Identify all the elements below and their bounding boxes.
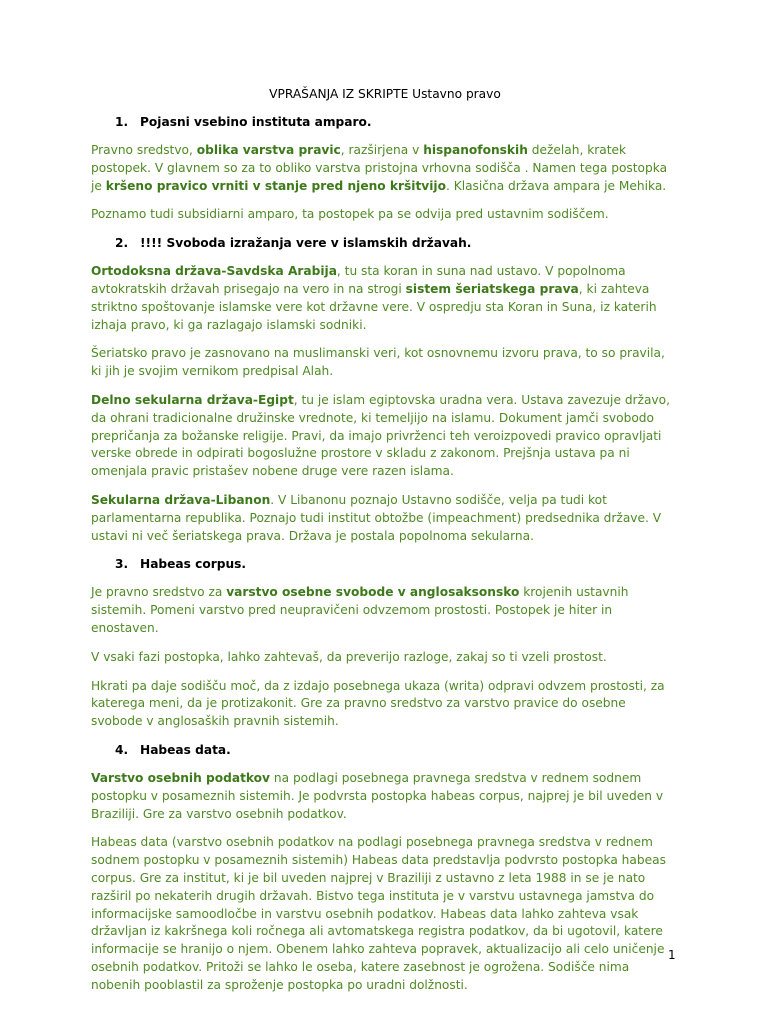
section-heading-text: Habeas corpus.	[140, 557, 247, 572]
bold-term: Ortodoksna država-Savdska Arabija	[91, 264, 337, 279]
page-number: 1	[668, 948, 676, 962]
bold-term: Sekularna država-Libanon	[91, 492, 271, 507]
section-heading	[91, 235, 679, 252]
bold-term: varstvo osebne svobode v anglosaksonsko	[226, 585, 520, 600]
paragraph: Varstvo osebnih podatkov na podlagi posebnega pravnega sredstva v rednem sodnem postopku v posameznih sistemih. Je podvrsta postopka habeas corpus, najprej je bil uveden v Braziliji. Gre za varstvo osebnih podatkov.	[91, 770, 664, 821]
paragraph: Habeas data (varstvo osebnih podatkov na podlagi posebnega pravnega sredstva v rednem sodnem postopku v posameznih sistemih) Habeas data predstavlja podvrsto postopka habeas corpus. Gre za institut, ki je bil uveden najprej v Braziliji z ustavno z leta 1988 in se je nato razširil po nekaterih drugih državah. Bistvo tega instituta je v varstvu ustavnega jamstva do informacijske samoodločbe in varstvu osebnih podatkov. Habeas data lahko zahteva vsak državljan iz kakršnega koli ročnega ali avtomatskega registra podatkov, da bi ugotovil, katere informacije se hranijo o njem. Obenem lahko zahteva popravek, aktualizacijo ali celo uničenje osebnih podatkov. Pritoži se lahko le oseba, katere zasebnost je ogrožena. Sodišče nima nobenih pooblastil za sproženje postopka po uradni dolžnosti.	[91, 835, 666, 992]
section-heading-text: Pojasni vsebino instituta amparo.	[140, 115, 372, 129]
section-heading	[91, 556, 679, 573]
paragraph: Hkrati pa daje sodišču moč, da z izdajo posebnega ukaza (writa) odpravi odvzem prostosti, za katerega meni, da je protizakonit. Gre za pravno sredstvo za varstvo pravice do osebne svobode v anglosaških pravnih sistemih.	[91, 678, 665, 729]
document-body	[91, 86, 679, 1005]
sections-container	[91, 114, 679, 994]
bold-term: sistem šeriatskega prava	[405, 281, 579, 296]
section-number: 1.	[115, 115, 129, 129]
paragraph: Poznamo tudi subsidiarni amparo, ta postopek pa se odvija pred ustavnim sodiščem.	[91, 207, 609, 222]
section-heading	[91, 742, 679, 759]
bold-term: oblika varstva pravic	[196, 143, 341, 157]
section-heading	[91, 114, 679, 131]
section-number: 4.	[115, 742, 129, 757]
bold-term: Varstvo osebnih podatkov	[91, 770, 270, 785]
paragraph: Je pravno sredstvo za varstvo osebne svobode v anglosaksonsko krojenih ustavnih sistemih. Pomeni varstvo pred neupravičeni odvzemom prostosti. Postopek je hiter in enostaven.	[91, 585, 629, 635]
section-heading-text: !!!! Svoboda izražanja vere v islamskih državah.	[140, 236, 472, 251]
paragraph: Ortodoksna država-Savdska Arabija, tu sta koran in suna nad ustavo. V popolnoma avtokratskih državah prisegajo na vero in na strogi sistem šeriatskega prava, ki zahteva striktno spoštovanje islamske vere kot državne vere. V ospredju sta Koran in Suna, iz katerih izhaja pravo, ki ga razlagajo islamski sodniki.	[91, 264, 657, 332]
paragraph: V vsaki fazi postopka, lahko zahtevaš, da preverijo razloge, zakaj so ti vzeli prostost.	[91, 649, 607, 664]
section-number: 2.	[115, 236, 129, 251]
paragraph: Šeriatsko pravo je zasnovano na muslimanski veri, kot osnovnemu izvoru prava, to so pravila, ki jih je svojim vernikom predpisal Alah.	[91, 346, 665, 379]
section-heading-text: Habeas data.	[140, 742, 231, 757]
bold-term: Delno sekularna država-Egipt	[91, 392, 294, 407]
bold-term: kršeno pravico vrniti v stanje pred njeno kršitvijo	[105, 178, 446, 193]
paragraph: Pravno sredstvo, oblika varstva pravic, razširjena v hispanofonskih deželah, kratek postopek. V glavnem so za to obliko varstva pristojna vrhovna sodišča . Namen tega postopka je kršeno pravico vrniti v stanje pred njeno kršitvijo. Klasična država ampara je Mehika.	[91, 143, 668, 193]
paragraph: Sekularna država-Libanon. V Libanonu poznajo Ustavno sodišče, velja pa tudi kot parlamentarna republika. Poznajo tudi institut obtožbe (impeachment) predsednika države. V ustavi ni več šeriatskega prava. Država je postala popolnoma sekularna.	[91, 492, 662, 543]
document-title: VPRAŠANJA IZ SKRIPTE Ustavno pravo	[269, 87, 501, 101]
section-number: 3.	[115, 557, 129, 572]
paragraph: Delno sekularna država-Egipt, tu je islam egiptovska uradna vera. Ustava zavezuje državo, da ohrani tradicionalne družinske vrednote, ki temeljijo na islamu. Dokument jamči svobodo prepričanja za božanske religije. Pravi, da imajo privrženci teh veroizpovedi pravico opravljati verske obrede in odpirati bogoslužne prostore v skladu z zakonom. Prejšnja ustava pa ni omenjala pravic pristašev nobene druge vere razen islama.	[91, 392, 670, 479]
bold-term: hispanofonskih	[423, 143, 528, 157]
